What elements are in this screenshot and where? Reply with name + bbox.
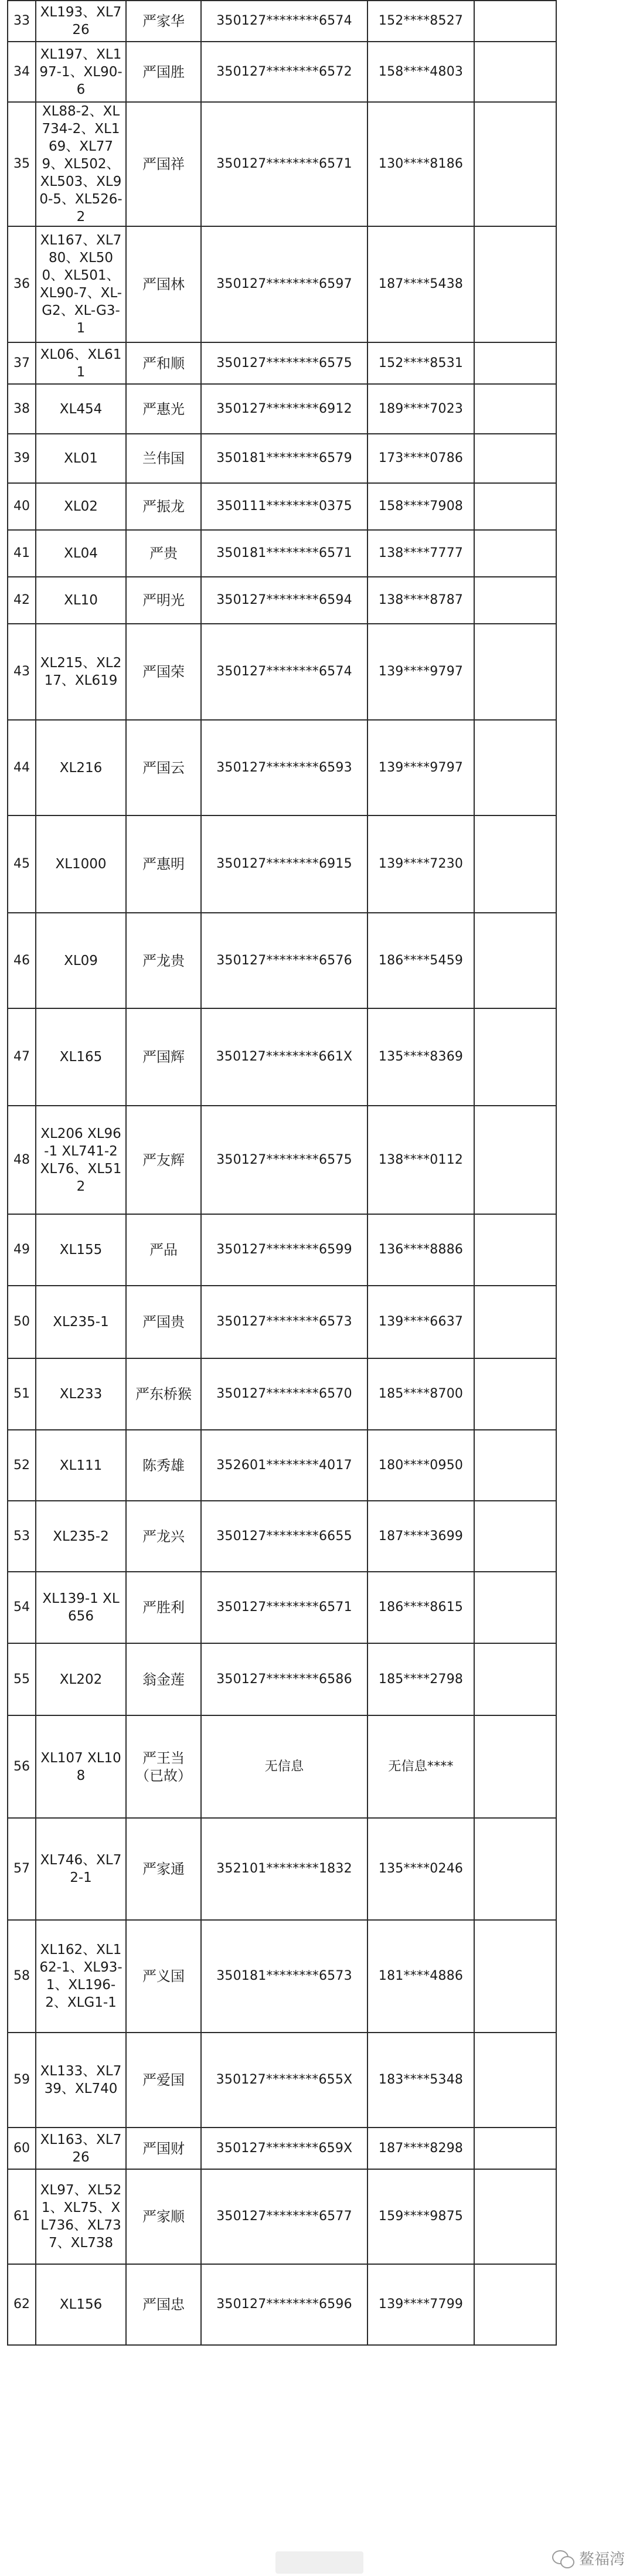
cell-note bbox=[474, 2264, 556, 2345]
cell-plot-codes: XL10 bbox=[36, 577, 126, 624]
cell-number: 50 bbox=[8, 1286, 36, 1358]
cell-number: 34 bbox=[8, 42, 36, 102]
table-row bbox=[8, 1214, 556, 1286]
cell-owner-name: 严家华 bbox=[126, 1, 201, 42]
cell-number: 43 bbox=[8, 624, 36, 720]
cell-phone: 139****9797 bbox=[367, 624, 474, 720]
cell-note bbox=[474, 624, 556, 720]
cell-number: 42 bbox=[8, 577, 36, 624]
cell-note bbox=[474, 483, 556, 530]
cell-phone: 139****9797 bbox=[367, 720, 474, 815]
table-row bbox=[8, 2264, 556, 2345]
cell-plot-codes: XL02 bbox=[36, 483, 126, 530]
cell-number: 59 bbox=[8, 2033, 36, 2128]
cell-id-number: 350127********6655 bbox=[201, 1501, 367, 1572]
cell-note bbox=[474, 2128, 556, 2169]
table-row bbox=[8, 1358, 556, 1430]
cell-plot-codes: XL163、XL726 bbox=[36, 2128, 126, 2169]
cell-plot-codes: XL111 bbox=[36, 1430, 126, 1501]
cell-owner-name: 严国胜 bbox=[126, 42, 201, 102]
cell-phone: 158****4803 bbox=[367, 42, 474, 102]
cell-owner-name: 严振龙 bbox=[126, 483, 201, 530]
cell-phone: 187****8298 bbox=[367, 2128, 474, 2169]
cell-id-number: 无信息 bbox=[201, 1715, 367, 1818]
cell-id-number: 350127********659X bbox=[201, 2128, 367, 2169]
cell-note bbox=[474, 102, 556, 226]
table-row bbox=[8, 577, 556, 624]
cell-note bbox=[474, 1715, 556, 1818]
cell-id-number: 350127********6574 bbox=[201, 624, 367, 720]
cell-note bbox=[474, 1, 556, 42]
cell-note bbox=[474, 384, 556, 434]
cell-id-number: 350127********6576 bbox=[201, 913, 367, 1008]
cell-phone: 173****0786 bbox=[367, 434, 474, 483]
table-row bbox=[8, 1818, 556, 1920]
cell-number: 60 bbox=[8, 2128, 36, 2169]
cell-note bbox=[474, 1643, 556, 1715]
cell-id-number: 350181********6573 bbox=[201, 1920, 367, 2033]
cell-id-number: 350127********6575 bbox=[201, 1106, 367, 1214]
cell-owner-name: 严国辉 bbox=[126, 1008, 201, 1106]
cell-owner-name: 严贵 bbox=[126, 530, 201, 577]
cell-note bbox=[474, 2033, 556, 2128]
cell-owner-name: 兰伟国 bbox=[126, 434, 201, 483]
cell-owner-name: 严友辉 bbox=[126, 1106, 201, 1214]
table-row bbox=[8, 483, 556, 530]
cell-number: 55 bbox=[8, 1643, 36, 1715]
cell-note bbox=[474, 530, 556, 577]
cell-owner-name: 严王当（已故） bbox=[126, 1715, 201, 1818]
table-row bbox=[8, 1106, 556, 1214]
cell-number: 49 bbox=[8, 1214, 36, 1286]
cell-phone: 无信息**** bbox=[367, 1715, 474, 1818]
cell-id-number: 350127********6599 bbox=[201, 1214, 367, 1286]
cell-id-number: 350127********6571 bbox=[201, 1572, 367, 1643]
cell-note bbox=[474, 42, 556, 102]
cell-phone: 138****7777 bbox=[367, 530, 474, 577]
table-row bbox=[8, 1572, 556, 1643]
cell-plot-codes: XL107 XL108 bbox=[36, 1715, 126, 1818]
cell-plot-codes: XL97、XL521、XL75、XL736、XL737、XL738 bbox=[36, 2169, 126, 2264]
table-row bbox=[8, 1008, 556, 1106]
cell-plot-codes: XL01 bbox=[36, 434, 126, 483]
cell-phone: 187****3699 bbox=[367, 1501, 474, 1572]
cell-note bbox=[474, 342, 556, 384]
cell-id-number: 350127********6575 bbox=[201, 342, 367, 384]
cell-id-number: 350127********6596 bbox=[201, 2264, 367, 2345]
cell-owner-name: 严国贵 bbox=[126, 1286, 201, 1358]
cell-plot-codes: XL202 bbox=[36, 1643, 126, 1715]
cell-plot-codes: XL04 bbox=[36, 530, 126, 577]
table-row bbox=[8, 42, 556, 102]
cell-note bbox=[474, 1106, 556, 1214]
cell-plot-codes: XL133、XL739、XL740 bbox=[36, 2033, 126, 2128]
cell-owner-name: 严明光 bbox=[126, 577, 201, 624]
cell-phone: 186****8615 bbox=[367, 1572, 474, 1643]
cell-number: 62 bbox=[8, 2264, 36, 2345]
cell-phone: 181****4886 bbox=[367, 1920, 474, 2033]
cell-plot-codes: XL1000 bbox=[36, 815, 126, 913]
cell-owner-name: 严家顺 bbox=[126, 2169, 201, 2264]
table-row bbox=[8, 2128, 556, 2169]
cell-owner-name: 严东桥猴 bbox=[126, 1358, 201, 1430]
cell-phone: 136****8886 bbox=[367, 1214, 474, 1286]
cell-number: 51 bbox=[8, 1358, 36, 1430]
cell-plot-codes: XL06、XL611 bbox=[36, 342, 126, 384]
cell-owner-name: 严国忠 bbox=[126, 2264, 201, 2345]
cell-note bbox=[474, 226, 556, 342]
wechat-watermark bbox=[552, 2547, 625, 2569]
cell-number: 46 bbox=[8, 913, 36, 1008]
cell-owner-name: 严龙贵 bbox=[126, 913, 201, 1008]
cell-phone: 189****7023 bbox=[367, 384, 474, 434]
cell-note bbox=[474, 1920, 556, 2033]
cell-phone: 130****8186 bbox=[367, 102, 474, 226]
cell-plot-codes: XL162、XL162-1、XL93-1、XL196-2、XLG1-1 bbox=[36, 1920, 126, 2033]
cell-plot-codes: XL216 bbox=[36, 720, 126, 815]
cell-plot-codes: XL215、XL217、XL619 bbox=[36, 624, 126, 720]
cell-owner-name: 翁金莲 bbox=[126, 1643, 201, 1715]
cell-phone: 159****9875 bbox=[367, 2169, 474, 2264]
cell-phone: 152****8527 bbox=[367, 1, 474, 42]
cell-plot-codes: XL235-1 bbox=[36, 1286, 126, 1358]
cell-note bbox=[474, 1572, 556, 1643]
cell-note bbox=[474, 815, 556, 913]
cell-plot-codes: XL746、XL72-1 bbox=[36, 1818, 126, 1920]
cell-phone: 158****7908 bbox=[367, 483, 474, 530]
cell-id-number: 350127********6597 bbox=[201, 226, 367, 342]
cell-id-number: 350127********6571 bbox=[201, 102, 367, 226]
cell-id-number: 350127********6915 bbox=[201, 815, 367, 913]
cell-plot-codes: XL167、XL780、XL500、XL501、XL90-7、XL-G2、XL-G3-1 bbox=[36, 226, 126, 342]
cell-number: 61 bbox=[8, 2169, 36, 2264]
cell-owner-name: 严龙兴 bbox=[126, 1501, 201, 1572]
table-row bbox=[8, 342, 556, 384]
table-row bbox=[8, 2169, 556, 2264]
cell-owner-name: 严家通 bbox=[126, 1818, 201, 1920]
cell-note bbox=[474, 1286, 556, 1358]
cell-phone: 139****6637 bbox=[367, 1286, 474, 1358]
cell-owner-name: 严国云 bbox=[126, 720, 201, 815]
cell-note bbox=[474, 913, 556, 1008]
cell-owner-name: 严胜利 bbox=[126, 1572, 201, 1643]
table-row bbox=[8, 1643, 556, 1715]
wechat-icon bbox=[552, 2549, 574, 2568]
cell-note bbox=[474, 1358, 556, 1430]
cell-id-number: 350127********655X bbox=[201, 2033, 367, 2128]
cell-phone: 135****0246 bbox=[367, 1818, 474, 1920]
cell-note bbox=[474, 1008, 556, 1106]
cell-id-number: 350127********6574 bbox=[201, 1, 367, 42]
cell-owner-name: 严国荣 bbox=[126, 624, 201, 720]
cell-id-number: 350111********0375 bbox=[201, 483, 367, 530]
cell-id-number: 350127********6573 bbox=[201, 1286, 367, 1358]
cell-number: 33 bbox=[8, 1, 36, 42]
cell-id-number: 350127********6912 bbox=[201, 384, 367, 434]
cell-id-number: 352101********1832 bbox=[201, 1818, 367, 1920]
cell-owner-name: 严惠光 bbox=[126, 384, 201, 434]
cell-plot-codes: XL09 bbox=[36, 913, 126, 1008]
cell-owner-name: 陈秀雄 bbox=[126, 1430, 201, 1501]
table-row bbox=[8, 815, 556, 913]
cell-plot-codes: XL156 bbox=[36, 2264, 126, 2345]
cell-number: 45 bbox=[8, 815, 36, 913]
cell-owner-name: 严惠明 bbox=[126, 815, 201, 913]
cell-owner-name: 严国祥 bbox=[126, 102, 201, 226]
cell-id-number: 350127********661X bbox=[201, 1008, 367, 1106]
table-row bbox=[8, 1920, 556, 2033]
cell-owner-name: 严国财 bbox=[126, 2128, 201, 2169]
cell-phone: 138****8787 bbox=[367, 577, 474, 624]
table-row bbox=[8, 1501, 556, 1572]
cell-number: 41 bbox=[8, 530, 36, 577]
cell-phone: 186****5459 bbox=[367, 913, 474, 1008]
cell-owner-name: 严和顺 bbox=[126, 342, 201, 384]
cell-phone: 152****8531 bbox=[367, 342, 474, 384]
cell-number: 38 bbox=[8, 384, 36, 434]
cell-number: 54 bbox=[8, 1572, 36, 1643]
cell-plot-codes: XL197、XL197-1、XL90-6 bbox=[36, 42, 126, 102]
cell-plot-codes: XL88-2、XL734-2、XL169、XL779、XL502、XL503、XL90-5、XL526-2 bbox=[36, 102, 126, 226]
cell-id-number: 350127********6570 bbox=[201, 1358, 367, 1430]
cell-number: 47 bbox=[8, 1008, 36, 1106]
cell-plot-codes: XL206 XL96-1 XL741-2 XL76、XL512 bbox=[36, 1106, 126, 1214]
cell-phone: 180****0950 bbox=[367, 1430, 474, 1501]
cell-id-number: 350181********6579 bbox=[201, 434, 367, 483]
cell-number: 36 bbox=[8, 226, 36, 342]
cell-number: 53 bbox=[8, 1501, 36, 1572]
cell-number: 40 bbox=[8, 483, 36, 530]
cell-phone: 139****7230 bbox=[367, 815, 474, 913]
table-row bbox=[8, 624, 556, 720]
cell-id-number: 350127********6577 bbox=[201, 2169, 367, 2264]
cell-number: 56 bbox=[8, 1715, 36, 1818]
cell-number: 57 bbox=[8, 1818, 36, 1920]
cell-number: 52 bbox=[8, 1430, 36, 1501]
watermark-text: 鳌福湾 bbox=[578, 2551, 625, 2568]
cell-id-number: 350127********6593 bbox=[201, 720, 367, 815]
cell-plot-codes: XL193、XL726 bbox=[36, 1, 126, 42]
cell-number: 44 bbox=[8, 720, 36, 815]
table-row bbox=[8, 434, 556, 483]
table-row bbox=[8, 2033, 556, 2128]
cell-phone: 183****5348 bbox=[367, 2033, 474, 2128]
table-row bbox=[8, 913, 556, 1008]
table-body bbox=[8, 1, 556, 2345]
land-owner-table bbox=[7, 0, 557, 2346]
cell-note bbox=[474, 1214, 556, 1286]
table-row bbox=[8, 1430, 556, 1501]
cell-number: 58 bbox=[8, 1920, 36, 2033]
cell-note bbox=[474, 434, 556, 483]
cell-plot-codes: XL165 bbox=[36, 1008, 126, 1106]
cell-id-number: 350181********6571 bbox=[201, 530, 367, 577]
cell-plot-codes: XL155 bbox=[36, 1214, 126, 1286]
cell-owner-name: 严义国 bbox=[126, 1920, 201, 2033]
cell-phone: 138****0112 bbox=[367, 1106, 474, 1214]
image-seal bbox=[275, 2551, 363, 2574]
cell-note bbox=[474, 1818, 556, 1920]
cell-id-number: 350127********6586 bbox=[201, 1643, 367, 1715]
cell-phone: 135****8369 bbox=[367, 1008, 474, 1106]
cell-phone: 187****5438 bbox=[367, 226, 474, 342]
table-row bbox=[8, 1715, 556, 1818]
cell-number: 48 bbox=[8, 1106, 36, 1214]
cell-note bbox=[474, 1501, 556, 1572]
cell-plot-codes: XL139-1 XL656 bbox=[36, 1572, 126, 1643]
table-row bbox=[8, 102, 556, 226]
cell-owner-name: 严爱国 bbox=[126, 2033, 201, 2128]
cell-owner-name: 严品 bbox=[126, 1214, 201, 1286]
cell-plot-codes: XL233 bbox=[36, 1358, 126, 1430]
cell-phone: 185****2798 bbox=[367, 1643, 474, 1715]
cell-note bbox=[474, 720, 556, 815]
cell-plot-codes: XL454 bbox=[36, 384, 126, 434]
table-row bbox=[8, 226, 556, 342]
cell-id-number: 352601********4017 bbox=[201, 1430, 367, 1501]
cell-phone: 185****8700 bbox=[367, 1358, 474, 1430]
cell-note bbox=[474, 577, 556, 624]
cell-number: 39 bbox=[8, 434, 36, 483]
cell-owner-name: 严国林 bbox=[126, 226, 201, 342]
cell-note bbox=[474, 1430, 556, 1501]
table-row bbox=[8, 720, 556, 815]
cell-number: 37 bbox=[8, 342, 36, 384]
cell-note bbox=[474, 2169, 556, 2264]
cell-id-number: 350127********6572 bbox=[201, 42, 367, 102]
table-row bbox=[8, 530, 556, 577]
table-row bbox=[8, 1286, 556, 1358]
cell-plot-codes: XL235-2 bbox=[36, 1501, 126, 1572]
cell-phone: 139****7799 bbox=[367, 2264, 474, 2345]
table-row bbox=[8, 384, 556, 434]
cell-id-number: 350127********6594 bbox=[201, 577, 367, 624]
table-row bbox=[8, 1, 556, 42]
cell-number: 35 bbox=[8, 102, 36, 226]
